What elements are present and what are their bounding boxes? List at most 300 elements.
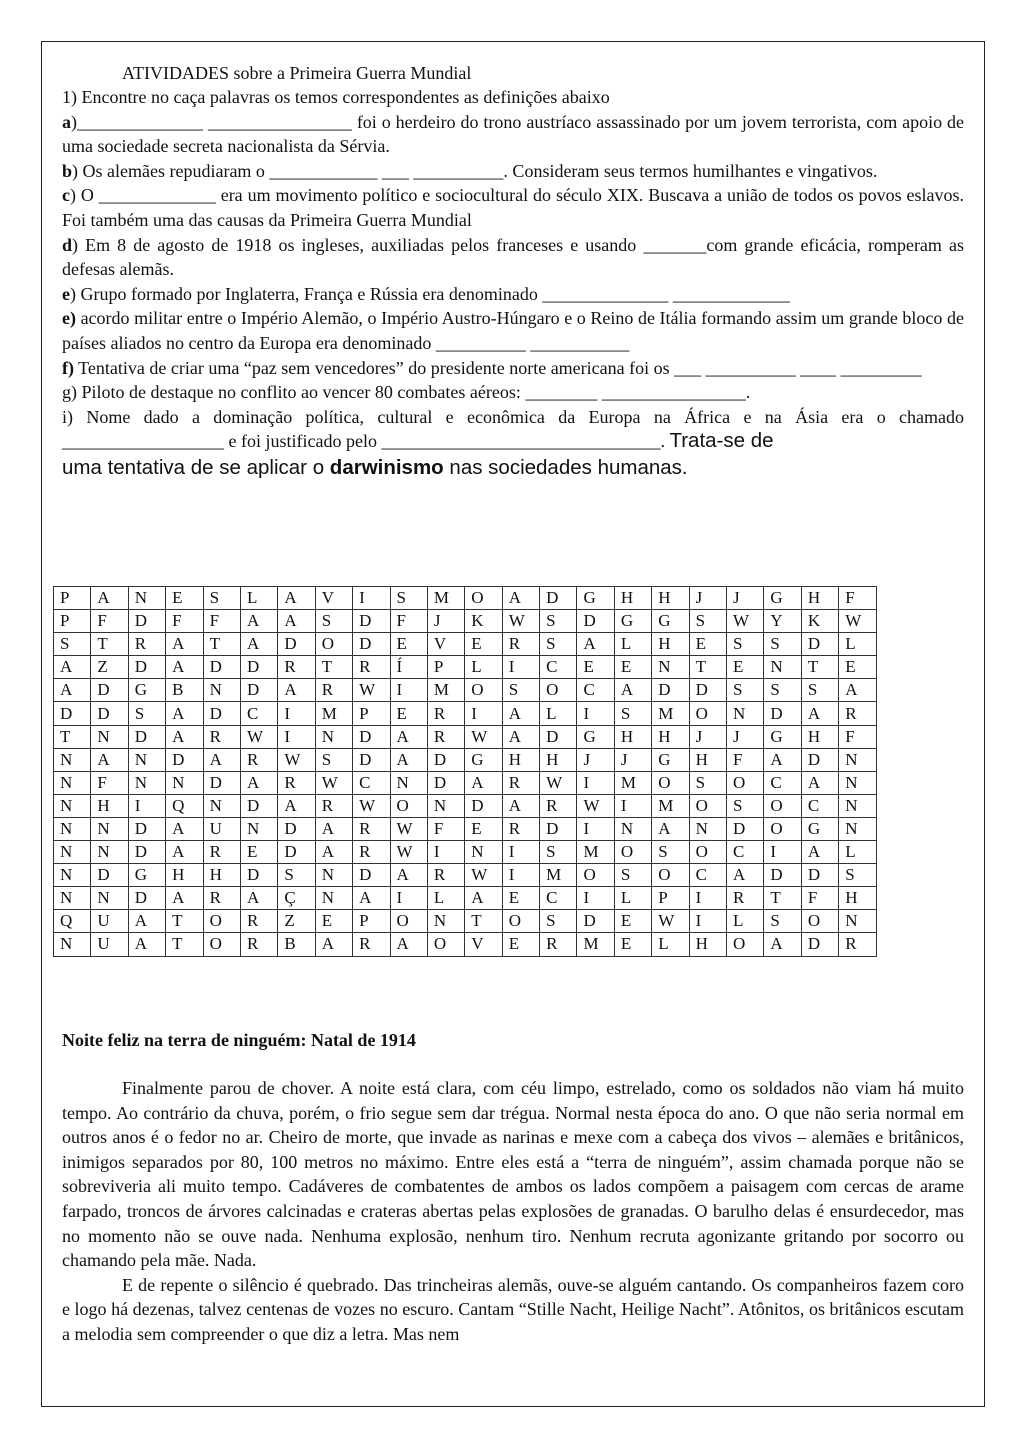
question-i-tail-line [62,454,964,481]
grid-cell: W [353,794,390,817]
grid-cell: C [689,864,726,887]
question-d-label: d [62,234,73,255]
grid-cell: H [652,725,689,748]
grid-cell: H [502,748,539,771]
grid-cell: D [801,933,838,956]
grid-cell: S [54,633,91,656]
grid-cell: L [614,633,651,656]
grid-cell: A [315,841,352,864]
grid-cell: B [278,933,315,956]
grid-cell: R [353,656,390,679]
grid-cell: D [278,633,315,656]
grid-cell: O [577,864,614,887]
grid-cell: T [801,656,838,679]
grid-cell: R [427,864,464,887]
grid-cell: S [839,864,876,887]
grid-cell: N [390,771,427,794]
question-i-tail-b: nas sociedades humanas. [443,455,688,479]
grid-cell: A [764,933,801,956]
grid-cell: T [166,910,203,933]
grid-cell: R [502,633,539,656]
grid-cell: A [240,610,277,633]
grid-cell: F [390,610,427,633]
grid-cell: W [240,725,277,748]
grid-cell: N [166,771,203,794]
grid-row [54,817,877,840]
grid-cell: U [91,910,128,933]
grid-cell: F [839,725,876,748]
grid-cell: S [727,794,764,817]
question-d-text: ) Em 8 de agosto de 1918 os ingleses, auxiliadas pelos franceses e usando _______com grande eficácia, romperam as defesas alemãs. [62,234,964,280]
grid-cell: U [203,817,240,840]
grid-cell: R [315,679,352,702]
grid-cell: R [540,933,577,956]
grid-cell: O [801,910,838,933]
grid-cell: A [652,817,689,840]
grid-cell: G [801,817,838,840]
grid-cell: A [128,910,165,933]
grid-cell: R [427,702,464,725]
grid-cell: P [353,910,390,933]
grid-cell: A [278,587,315,610]
grid-cell: I [689,910,726,933]
grid-cell: N [727,702,764,725]
grid-cell: N [315,725,352,748]
grid-cell: D [278,841,315,864]
grid-cell: Q [166,794,203,817]
grid-cell: D [577,910,614,933]
grid-cell: D [240,656,277,679]
question-b-label: b [62,160,73,181]
grid-cell: W [465,864,502,887]
grid-cell: F [203,610,240,633]
grid-row [54,864,877,887]
grid-cell: G [465,748,502,771]
grid-cell: A [166,702,203,725]
grid-cell: N [91,725,128,748]
grid-cell: Ç [278,887,315,910]
grid-cell: A [166,656,203,679]
grid-cell: H [689,748,726,771]
grid-cell: H [614,587,651,610]
grid-cell: D [801,864,838,887]
grid-cell: O [727,933,764,956]
grid-cell: A [502,725,539,748]
grid-cell: A [166,841,203,864]
question-a-text: )______________ ________________ foi o herdeiro do trono austríaco assassinado por um jovem terrorista, com apoio de uma sociedade secreta nacionalista da Sérvia. [62,111,964,157]
grid-cell: S [764,679,801,702]
grid-cell: N [839,910,876,933]
grid-cell: E [577,656,614,679]
grid-cell: D [54,702,91,725]
grid-cell: H [91,794,128,817]
grid-cell: D [427,748,464,771]
grid-cell: S [689,771,726,794]
grid-cell: F [801,887,838,910]
grid-cell: A [315,817,352,840]
grid-cell: H [689,933,726,956]
grid-cell: W [465,725,502,748]
grid-cell: G [128,679,165,702]
grid-cell: D [240,864,277,887]
grid-cell: A [54,656,91,679]
grid-cell: D [540,587,577,610]
grid-cell: A [54,679,91,702]
grid-cell: H [839,887,876,910]
grid-cell: D [540,725,577,748]
grid-cell: A [166,817,203,840]
grid-cell: V [427,633,464,656]
grid-cell: A [203,748,240,771]
grid-cell: L [839,841,876,864]
grid-cell: E [315,910,352,933]
grid-cell: G [764,725,801,748]
grid-cell: N [427,794,464,817]
grid-cell: I [427,841,464,864]
grid-cell: W [577,794,614,817]
grid-cell: S [727,679,764,702]
grid-cell: O [689,702,726,725]
grid-cell: A [465,887,502,910]
grid-cell: R [727,887,764,910]
grid-cell: D [128,656,165,679]
grid-cell: C [577,679,614,702]
grid-cell: S [315,748,352,771]
grid-cell: N [54,841,91,864]
grid-cell: S [540,841,577,864]
grid-cell: N [614,817,651,840]
grid-cell: O [465,587,502,610]
grid-cell: N [54,771,91,794]
grid-cell: A [390,725,427,748]
grid-cell: F [839,587,876,610]
grid-cell: M [577,841,614,864]
grid-cell: N [54,748,91,771]
grid-cell: M [540,864,577,887]
grid-cell: I [502,841,539,864]
question-g: g) Piloto de destaque no conflito ao vencer 80 combates aéreos: ________ ________________. [62,382,751,403]
grid-cell: R [315,794,352,817]
grid-cell: H [540,748,577,771]
grid-cell: S [540,910,577,933]
grid-cell: D [91,679,128,702]
grid-cell: A [278,794,315,817]
grid-row [54,794,877,817]
grid-cell: H [801,587,838,610]
question-c-label: c [62,185,70,206]
grid-cell: E [465,633,502,656]
grid-cell: S [801,679,838,702]
grid-cell: N [54,817,91,840]
grid-cell: K [465,610,502,633]
grid-cell: N [128,748,165,771]
grid-cell: D [764,702,801,725]
grid-cell: A [166,633,203,656]
grid-cell: L [465,656,502,679]
grid-cell: F [727,748,764,771]
question-f-label: f) [62,357,74,378]
grid-cell: I [502,656,539,679]
question-e2-label: e) [62,308,76,329]
grid-cell: C [727,841,764,864]
grid-cell: R [240,910,277,933]
grid-cell: A [240,633,277,656]
grid-row [54,679,877,702]
story-section [62,1028,964,1347]
question-f-text: Tentativa de criar uma “paz sem vencedores” do presidente norte americana foi os ___ __________ ____ _________ [74,357,922,378]
grid-cell: A [502,587,539,610]
grid-cell: I [128,794,165,817]
question-d [62,233,964,282]
grid-cell: D [727,817,764,840]
grid-cell: A [502,702,539,725]
grid-cell: R [353,933,390,956]
grid-cell: E [502,933,539,956]
grid-cell: R [839,933,876,956]
grid-cell: T [465,910,502,933]
grid-cell: E [166,587,203,610]
grid-cell: O [203,933,240,956]
grid-cell: C [801,794,838,817]
grid-cell: O [427,933,464,956]
grid-cell: S [502,679,539,702]
grid-row [54,610,877,633]
grid-cell: D [764,864,801,887]
grid-row [54,771,877,794]
grid-cell: F [91,610,128,633]
grid-cell: I [577,887,614,910]
grid-cell: I [577,771,614,794]
grid-cell: D [128,725,165,748]
grid-cell: P [54,587,91,610]
grid-cell: S [689,610,726,633]
grid-cell: S [614,864,651,887]
grid-cell: O [652,864,689,887]
grid-cell: D [353,864,390,887]
grid-cell: D [203,702,240,725]
grid-cell: N [91,887,128,910]
grid-cell: L [427,887,464,910]
grid-cell: A [465,771,502,794]
grid-cell: L [614,887,651,910]
grid-cell: E [614,933,651,956]
grid-cell: N [203,794,240,817]
grid-cell: D [240,679,277,702]
grid-cell: W [278,748,315,771]
grid-cell: E [465,817,502,840]
grid-cell: N [839,817,876,840]
grid-cell: W [652,910,689,933]
grid-cell: P [353,702,390,725]
grid-cell: T [91,633,128,656]
grid-cell: I [502,864,539,887]
grid-cell: A [166,725,203,748]
grid-cell: D [128,841,165,864]
darwinismo-term: darwinismo [329,455,444,479]
grid-row [54,633,877,656]
grid-cell: N [689,817,726,840]
question-e2-text: acordo militar entre o Império Alemão, o Império Austro-Húngaro e o Reino de Itália formando assim um grande bloco de países aliados no centro da Europa era denominado __________ ___________ [62,308,964,353]
grid-row [54,656,877,679]
grid-cell: O [727,771,764,794]
grid-cell: C [540,887,577,910]
question-f [62,356,964,381]
instruction-text: 1) Encontre no caça palavras os temos correspondentes as definições abaixo [62,87,610,107]
grid-cell: Í [390,656,427,679]
grid-cell: I [278,725,315,748]
grid-cell: T [689,656,726,679]
grid-cell: A [278,610,315,633]
grid-cell: N [203,679,240,702]
grid-cell: W [390,817,427,840]
grid-cell: R [353,841,390,864]
grid-cell: I [764,841,801,864]
grid-cell: M [315,702,352,725]
grid-row [54,587,877,610]
grid-cell: M [577,933,614,956]
grid-cell: A [390,933,427,956]
grid-cell: D [689,679,726,702]
grid-cell: O [315,633,352,656]
grid-cell: N [839,748,876,771]
grid-cell: S [390,587,427,610]
grid-cell: D [801,748,838,771]
grid-cell: D [353,610,390,633]
grid-cell: R [240,748,277,771]
grid-cell: D [203,656,240,679]
grid-cell: R [540,794,577,817]
grid-cell: E [390,633,427,656]
grid-cell: N [54,887,91,910]
grid-cell: I [577,817,614,840]
word-search-grid [53,586,877,957]
grid-cell: W [540,771,577,794]
grid-cell: O [465,679,502,702]
grid-cell: N [427,910,464,933]
grid-cell: Z [278,910,315,933]
grid-cell: O [614,841,651,864]
question-c [62,183,964,232]
grid-cell: E [240,841,277,864]
grid-cell: A [801,702,838,725]
grid-cell: S [278,864,315,887]
grid-cell: R [278,771,315,794]
grid-cell: D [128,610,165,633]
grid-cell: N [839,794,876,817]
grid-cell: A [166,887,203,910]
grid-cell: I [390,679,427,702]
grid-cell: G [652,748,689,771]
grid-cell: S [614,702,651,725]
question-b-text: ) Os alemães repudiaram o ____________ ___ __________. Consideram seus termos humilhantes e vingativos. [72,160,878,181]
grid-cell: D [278,817,315,840]
grid-cell: D [353,725,390,748]
grid-cell: Q [54,910,91,933]
grid-cell: Y [764,610,801,633]
grid-cell: V [465,933,502,956]
grid-cell: D [465,794,502,817]
question-i-text: i) Nome dado a dominação política, cultural e econômica da Europa na África e na Ásia era o chamado __________________ e foi justificado pelo _______________________________. [62,406,964,452]
grid-cell: D [240,794,277,817]
grid-cell: S [727,633,764,656]
grid-cell: M [652,702,689,725]
grid-cell: D [577,610,614,633]
grid-cell: S [540,610,577,633]
grid-cell: T [203,633,240,656]
grid-cell: H [203,864,240,887]
grid-cell: A [839,679,876,702]
grid-cell: N [128,771,165,794]
grid-cell: N [54,933,91,956]
story-title: Noite feliz na terra de ninguém: Natal de 1914 [62,1030,416,1050]
grid-cell: R [203,841,240,864]
grid-cell: F [91,771,128,794]
grid-cell: A [353,887,390,910]
grid-cell: G [128,864,165,887]
grid-cell: J [727,725,764,748]
grid-cell: J [689,587,726,610]
grid-cell: N [91,841,128,864]
grid-cell: O [390,910,427,933]
grid-cell: T [166,933,203,956]
grid-cell: N [54,794,91,817]
grid-cell: W [315,771,352,794]
grid-cell: L [727,910,764,933]
grid-cell: A [128,933,165,956]
grid-cell: C [540,656,577,679]
grid-cell: S [128,702,165,725]
grid-cell: W [727,610,764,633]
grid-row [54,910,877,933]
grid-cell: S [203,587,240,610]
grid-cell: H [166,864,203,887]
grid-cell: A [727,864,764,887]
grid-cell: O [764,817,801,840]
grid-cell: S [764,633,801,656]
grid-cell: I [577,702,614,725]
grid-cell: C [353,771,390,794]
grid-cell: A [278,679,315,702]
grid-cell: G [577,725,614,748]
grid-cell: N [652,656,689,679]
grid-cell: D [91,864,128,887]
grid-cell: O [390,794,427,817]
grid-cell: O [764,794,801,817]
grid-cell: N [764,656,801,679]
grid-cell: T [54,725,91,748]
grid-cell: G [614,610,651,633]
grid-cell: K [801,610,838,633]
question-e1-label: e [62,283,70,304]
grid-cell: A [764,748,801,771]
grid-cell: A [315,933,352,956]
grid-cell: W [390,841,427,864]
grid-cell: A [390,864,427,887]
grid-cell: H [801,725,838,748]
grid-cell: L [652,933,689,956]
grid-cell: D [166,748,203,771]
grid-row [54,725,877,748]
grid-cell: F [427,817,464,840]
grid-cell: D [128,817,165,840]
grid-cell: R [502,771,539,794]
grid-cell: M [427,679,464,702]
grid-cell: W [502,610,539,633]
grid-cell: I [353,587,390,610]
grid-cell: I [614,794,651,817]
grid-cell: P [427,656,464,679]
grid-cell: L [839,633,876,656]
